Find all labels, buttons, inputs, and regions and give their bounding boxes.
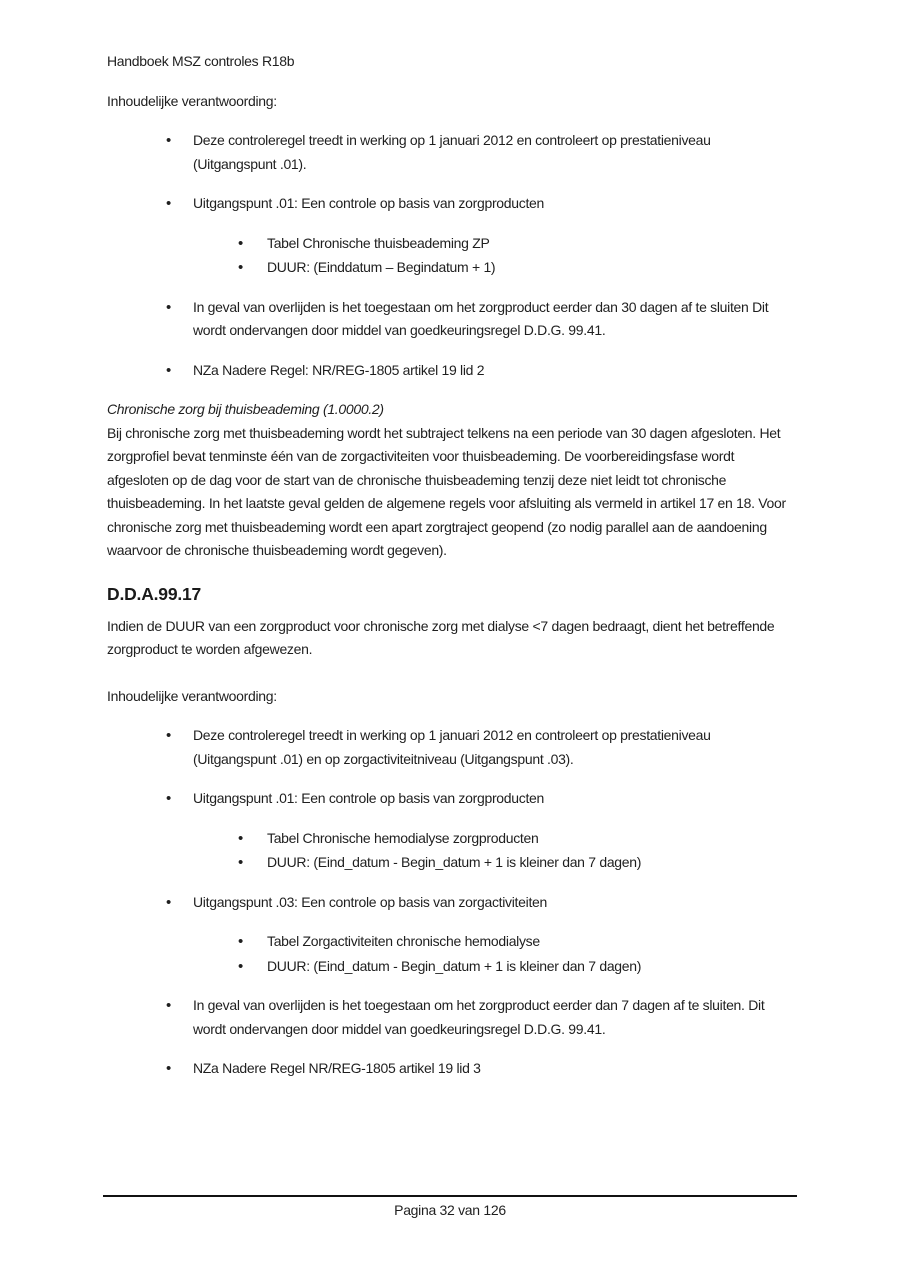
sub-bullet-item: • DUUR: (Eind_datum - Begin_datum + 1 is kleiner dan 7 dagen) bbox=[107, 955, 797, 979]
sub-bullet-item: • DUUR: (Einddatum – Begindatum + 1) bbox=[107, 256, 797, 280]
page-number: Pagina 32 van 126 bbox=[394, 1202, 506, 1218]
bullet-item: • Uitgangspunt .01: Een controle op basis van zorgproducten bbox=[107, 787, 797, 811]
bullet-item: • Deze controleregel treedt in werking op 1 januari 2012 en controleert op prestatieniveau (Uitgangspunt .01). bbox=[107, 129, 797, 176]
bullet-list-verantwoording-2 bbox=[107, 724, 797, 1081]
sub-bullet-item: • Tabel Zorgactiviteiten chronische hemodialyse bbox=[107, 930, 797, 954]
bullet-item: • In geval van overlijden is het toegestaan om het zorgproduct eerder dan 7 dagen af te sluiten. Dit wordt ondervangen door middel van goedkeuringsregel D.D.G. 99.41. bbox=[107, 994, 797, 1041]
page-header: Handboek MSZ controles R18b bbox=[107, 53, 295, 69]
bullet-item: • Uitgangspunt .01: Een controle op basis van zorgproducten bbox=[107, 192, 797, 216]
section-heading-dda-99-17: D.D.A.99.17 bbox=[107, 583, 202, 604]
bullet-list-verantwoording-1 bbox=[107, 129, 797, 382]
bullet-item: • NZa Nadere Regel: NR/REG-1805 artikel 19 lid 2 bbox=[107, 359, 797, 383]
sub-bullet-item: • Tabel Chronische thuisbeademing ZP bbox=[107, 232, 797, 256]
page-content bbox=[107, 50, 797, 1097]
bullet-item: • NZa Nadere Regel NR/REG-1805 artikel 19 lid 3 bbox=[107, 1057, 797, 1081]
paragraph-chronische-zorg: Bij chronische zorg met thuisbeademing wordt het subtraject telkens na een periode van 30 dagen afgesloten. Het zorgprofiel bevat tenminste één van de zorgactiviteiten voor thuisbeademing. De voorbereidingsfase wordt afgesloten op de dag voor de start van de chronische thuisbeademing tenzij deze niet leidt tot chronische thuisbeademing. In het laatste geval gelden de algemene regels voor afsluiting als vermeld in artikel 17 en 18. Voor chronische zorg met thuisbeademing wordt een apart zorgtraject geopend (zo nodig parallel aan de aandoening waarvoor de chronische thuisbeademing wordt gegeven). bbox=[107, 424, 786, 558]
bullet-item: • Uitgangspunt .03: Een controle op basis van zorgactiviteiten bbox=[107, 891, 797, 915]
page-footer bbox=[103, 1195, 797, 1223]
sub-bullet-item: • Tabel Chronische hemodialyse zorgproducten bbox=[107, 827, 797, 851]
intro-label-verantwoording-1: Inhoudelijke verantwoording: bbox=[107, 92, 277, 109]
subsection-heading-chronische-zorg: Chronische zorg bij thuisbeademing (1.0000.2) bbox=[107, 401, 384, 417]
intro-label-verantwoording-2: Inhoudelijke verantwoording: bbox=[107, 687, 277, 704]
paragraph-dda-99-17: Indien de DUUR van een zorgproduct voor chronische zorg met dialyse <7 dagen bedraagt, dient het betreffende zorgproduct te worden afgewezen. bbox=[107, 617, 775, 657]
bullet-item: • Deze controleregel treedt in werking op 1 januari 2012 en controleert op prestatieniveau (Uitgangspunt .01) en op zorgactiviteitniveau (Uitgangspunt .03). bbox=[107, 724, 797, 771]
bullet-item: • In geval van overlijden is het toegestaan om het zorgproduct eerder dan 30 dagen af te sluiten Dit wordt ondervangen door middel van goedkeuringsregel D.D.G. 99.41. bbox=[107, 296, 797, 343]
sub-bullet-item: • DUUR: (Eind_datum - Begin_datum + 1 is kleiner dan 7 dagen) bbox=[107, 851, 797, 875]
